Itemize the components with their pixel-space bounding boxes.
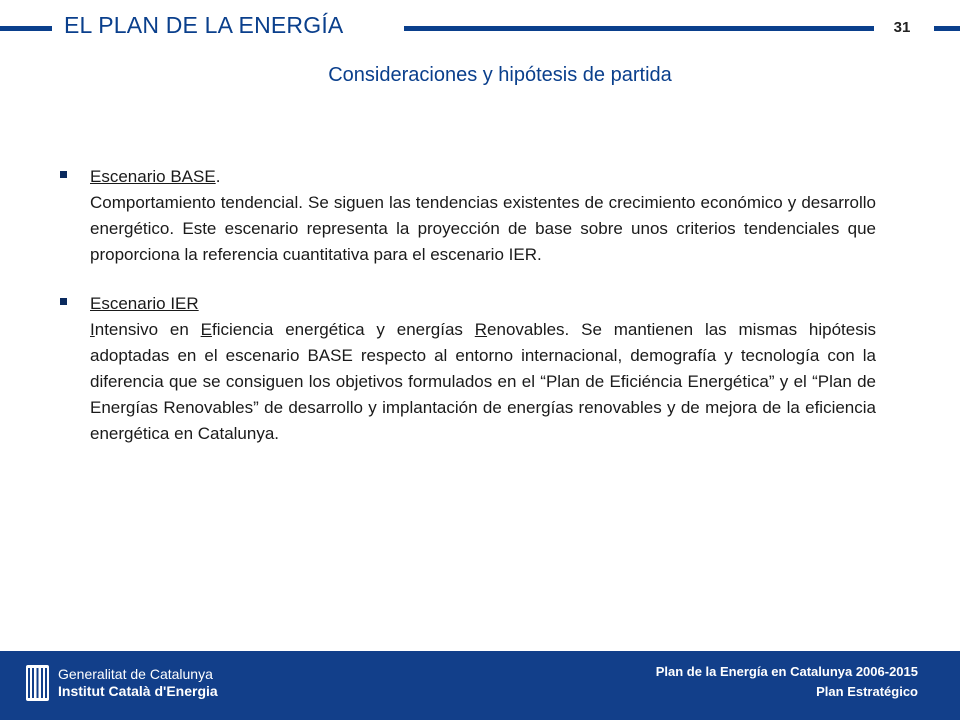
page-subtitle: Consideraciones y hipótesis de partida [328,64,672,86]
acronym-letter-e: E [200,320,212,339]
org-name-line2: Institut Català d'Energia [58,683,218,699]
bullet-escenario-base [60,164,876,268]
bullet-body [90,317,876,447]
bullet-heading-suffix: . [215,167,221,186]
bullet-square-icon [60,171,67,178]
bullet-square-icon [60,298,67,305]
body-segment: ficiencia energética y energías [211,320,475,339]
bullet-body: Comportamiento tendencial. Se siguen las tendencias existentes de crecimiento económico y desarrollo energético. Este escenario representa la proyección de base sobre unos criterios tendenciales que proporciona la referencia cuantitativa para el escenario IER. [90,193,876,264]
generalitat-logo-icon [26,665,49,701]
bullet-heading-text: Escenario BASE [90,167,216,186]
bullet-heading [90,291,876,317]
header-rule-middle [404,26,874,31]
section-title: EL PLAN DE LA ENERGÍA [64,12,344,38]
body-segment: enovables. Se mantienen las mismas hipótesis adoptadas en el escenario BASE respecto al entorno internacional, demografía y tecnología con la diferencia que se consiguen los objetivos formulados en el “Plan de Eficiéncia Energética” y el “Plan de Energías Renovables” de desarrollo y implantación de energías renovables y de mejora de la eficiencia energética en Catalunya. [90,320,876,443]
body-segment: ntensivo en [94,320,201,339]
page-number: 31 [893,19,911,36]
bullet-heading [90,164,876,190]
institution-logo [26,665,218,701]
plan-subtitle: Plan Estratégico [816,684,918,699]
bullet-heading-text: Escenario IER [90,294,199,313]
footer-bar [0,651,960,720]
slide-content [60,164,876,470]
footer-plan-info [656,662,918,702]
header-rule-left [0,26,52,31]
header-rule-right [934,26,960,31]
acronym-letter-i: I [90,320,95,339]
org-name-line1: Generalitat de Catalunya [58,666,213,682]
acronym-letter-r: R [474,320,488,339]
institution-name [58,666,218,700]
plan-title: Plan de la Energía en Catalunya 2006-2015 [655,664,918,679]
bullet-escenario-ier [60,291,876,447]
